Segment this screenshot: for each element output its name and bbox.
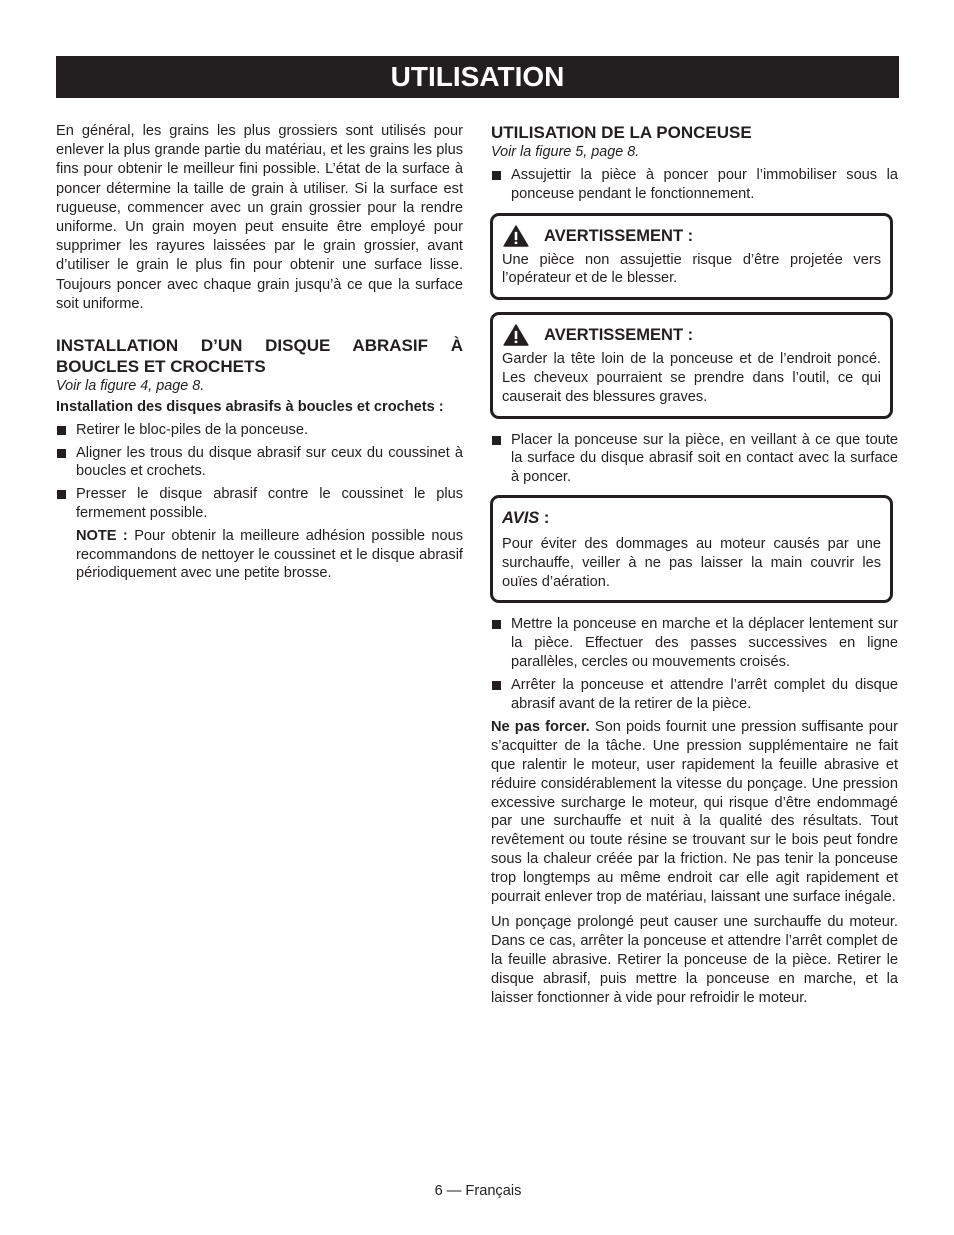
- note-label: NOTE :: [76, 527, 128, 544]
- section-heading-utilisation: UTILISATION DE LA PONCEUSE: [491, 123, 752, 142]
- right-column: [491, 122, 898, 1007]
- warning-box: [490, 213, 893, 301]
- page-footer: [0, 1183, 954, 1199]
- note: [56, 527, 463, 583]
- notice-box: [490, 495, 893, 603]
- warning-title: AVERTISSEMENT :: [544, 326, 694, 345]
- list-item: Placer la ponceuse sur la pièce, en veillant à ce que toute la surface du disque abrasif soit en contact avec la surface à poncer.: [491, 431, 898, 487]
- warning-text: Garder la tête loin de la ponceuse et de l’endroit poncé. Les cheveux pourraient se prendre dans l’outil, ce qui causerait des blessures graves.: [502, 351, 881, 405]
- notice-text: Pour éviter des dommages au moteur causés par une surchauffe, veiller à ne pas laisser la main couvrir les ouïes d’aération.: [502, 535, 881, 590]
- warning-text: Une pièce non assujettie risque d’être projetée vers l’opérateur et de le blesser.: [502, 251, 881, 287]
- warning-title: AVERTISSEMENT :: [544, 226, 694, 245]
- page-title: UTILISATION: [56, 56, 899, 98]
- notice-label: AVIS: [502, 508, 540, 527]
- figure-reference: Voir la figure 5, page 8.: [491, 144, 640, 160]
- list-item: Aligner les trous du disque abrasif sur ceux du coussinet à boucles et crochets.: [56, 444, 463, 482]
- subheading: Installation des disques abrasifs à boucles et crochets :: [56, 399, 444, 416]
- notice-suffix: :: [539, 508, 550, 527]
- warning-triangle-icon: [502, 324, 530, 346]
- installation-steps: [56, 421, 463, 523]
- note-text: Pour obtenir la meilleure adhésion possible nous recommandons de nettoyer le coussinet et le disque abrasif périodiquement avec une petite brosse.: [76, 527, 463, 582]
- section-heading-installation: INSTALLATION D’UN DISQUE ABRASIF À BOUCLES ET CROCHETS: [56, 336, 463, 377]
- left-column: [56, 122, 463, 583]
- usage-steps-1: [491, 166, 898, 204]
- warning-box: [490, 312, 893, 418]
- warning-triangle-icon: [502, 225, 530, 247]
- list-item: Arrêter la ponceuse et attendre l’arrêt complet du disque abrasif avant de la retirer de la pièce.: [491, 676, 898, 714]
- list-item: Assujettir la pièce à poncer pour l’immobiliser sous la ponceuse pendant le fonctionnement.: [491, 166, 898, 204]
- overheat-paragraph: Un ponçage prolongé peut causer une surchauffe du moteur. Dans ce cas, arrêter la ponceuse et attendre l’arrêt complet de la feuille abrasive. Retirer la ponceuse de la pièce. Retirer le disque abrasif, puis mettre la ponceuse en marche, et la laisser fonctionner à vide pour refroidir le moteur.: [491, 914, 898, 1006]
- page-number: 6 — Français: [434, 1183, 522, 1199]
- force-paragraph: [491, 718, 898, 906]
- figure-reference: Voir la figure 4, page 8.: [56, 378, 205, 395]
- usage-steps-2: [491, 431, 898, 487]
- usage-steps-3: [491, 615, 898, 713]
- list-item: Presser le disque abrasif contre le coussinet le plus fermement possible.: [56, 485, 463, 523]
- list-item: Retirer le bloc-piles de la ponceuse.: [56, 421, 463, 440]
- notice-title: [502, 507, 881, 529]
- intro-paragraph: En général, les grains les plus grossiers sont utilisés pour enlever la plus grande partie du matériau, et les grains les plus fins pour obtenir le meilleur fini possible. L’état de la surface à poncer détermine la taille de grain à utiliser. Si la surface est rugueuse, commencer avec un grain grossier pour la rendre uniforme. Un grain moyen peut ensuite être employé pour supprimer les rayures laissées par le grain grossier, avant d’utiliser le grain le plus fin pour obtenir une surface lisse. Toujours poncer avec chaque grain jusqu’à ce que la surface soit uniforme.: [56, 123, 463, 312]
- force-text: Son poids fournit une pression suffisante pour s’acquitter de la tâche. Une pression supplémentaire ne fait que ralentir le moteur, user rapidement la feuille abrasive et réduire considérablement la vitesse du ponçage. Une pression excessive surcharge le moteur, qui risque d’être endommagé par une surchauffe et nuit à la qualité des résultats. Tout revêtement ou toute résine se trouvant sur le bois peut fondre sous la chaleur créée par la friction. Ne pas tenir la ponceuse trop longtemps au même endroit car elle agit rapidement et pourrait enlever trop de matériau, laissant une surface inégale.: [491, 719, 899, 905]
- list-item: Mettre la ponceuse en marche et la déplacer lentement sur la pièce. Effectuer des passes successives en ligne parallèles, cercles ou mouvements croisés.: [491, 615, 898, 671]
- force-label: Ne pas forcer.: [491, 719, 590, 736]
